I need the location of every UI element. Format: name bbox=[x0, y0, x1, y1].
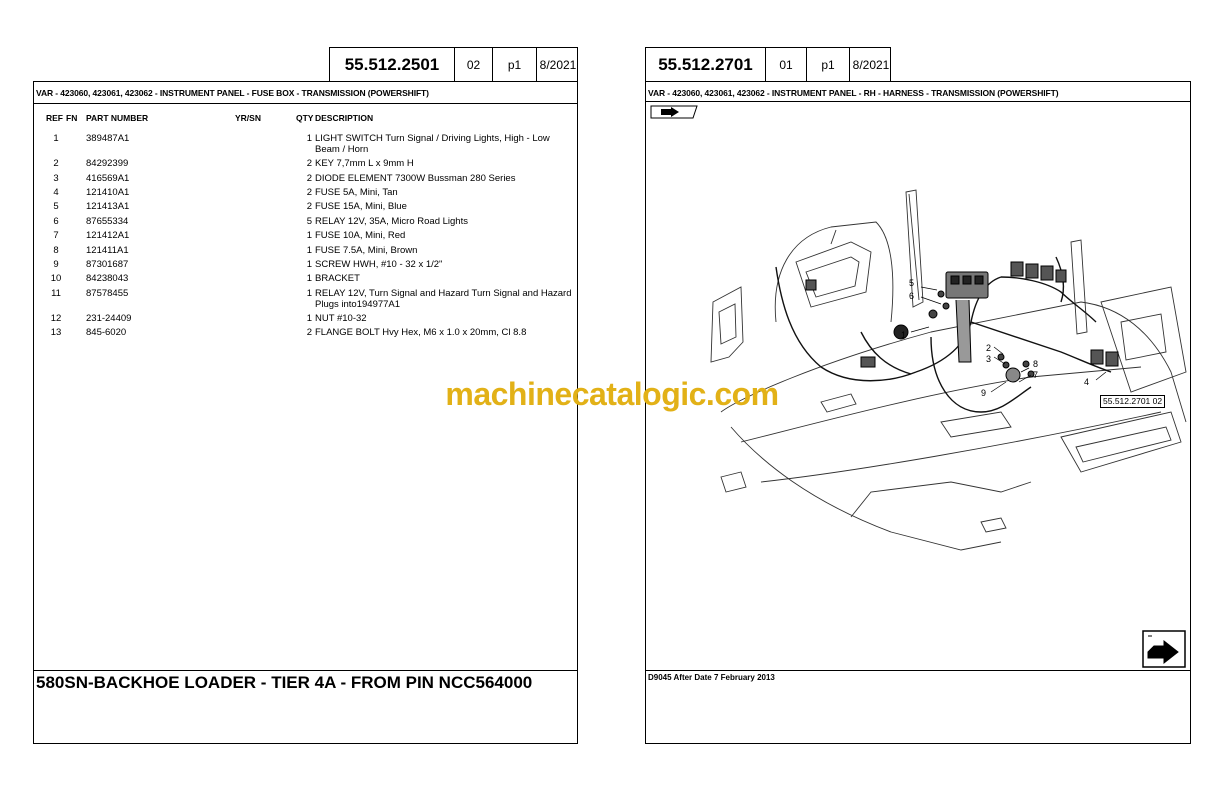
row-ref: 1 bbox=[53, 133, 59, 144]
row-part-number: 121413A1 bbox=[86, 201, 130, 212]
row-ref: 8 bbox=[53, 245, 59, 256]
row-description: BRACKET bbox=[315, 273, 360, 284]
left-header-bar bbox=[329, 47, 578, 82]
row-part-number: 121411A1 bbox=[86, 245, 129, 256]
row-part-number: 87655334 bbox=[86, 216, 129, 227]
row-part-number: 87301687 bbox=[86, 259, 129, 270]
model-title: 580SN-BACKHOE LOADER - TIER 4A - FROM PIN NCC564000 bbox=[36, 673, 533, 692]
callout-1: 1 bbox=[901, 330, 907, 340]
footer-divider bbox=[646, 670, 1190, 671]
row-qty: 1 bbox=[306, 273, 312, 284]
watermark: machinecatalogic.com bbox=[445, 376, 779, 412]
callout-7: 7 bbox=[1033, 370, 1039, 380]
subtitle-divider bbox=[34, 103, 577, 104]
right-page-date: 8/2021 bbox=[849, 48, 892, 81]
row-part-number: 84238043 bbox=[86, 273, 129, 284]
row-qty: 1 bbox=[306, 313, 312, 324]
right-page-revision: 01 bbox=[765, 48, 806, 81]
row-part-number: 121412A1 bbox=[86, 230, 130, 241]
row-description: FUSE 15A, Mini, Blue bbox=[315, 201, 407, 212]
row-description: RELAY 12V, Turn Signal and Hazard Turn Signal and Hazard Plugs into194977A1 bbox=[315, 288, 572, 310]
row-ref: 5 bbox=[53, 201, 59, 212]
col-fn: FN bbox=[66, 113, 78, 123]
right-header-bar bbox=[645, 47, 891, 82]
row-ref: 13 bbox=[50, 327, 62, 338]
row-description: FUSE 7.5A, Mini, Brown bbox=[315, 245, 418, 256]
row-description: DIODE ELEMENT 7300W Bussman 280 Series bbox=[315, 173, 516, 184]
col-qty: QTY bbox=[296, 113, 314, 123]
row-part-number: 231-24409 bbox=[86, 313, 132, 324]
subtitle-divider bbox=[646, 101, 1190, 102]
col-part-number: PART NUMBER bbox=[86, 113, 149, 123]
callout-6: 6 bbox=[909, 291, 915, 301]
row-description: FUSE 5A, Mini, Tan bbox=[315, 187, 398, 198]
callout-8: 8 bbox=[1033, 359, 1039, 369]
left-page-number: p1 bbox=[492, 48, 536, 81]
callout-2: 2 bbox=[986, 343, 992, 353]
row-qty: 2 bbox=[306, 327, 312, 338]
left-page-date: 8/2021 bbox=[536, 48, 579, 81]
row-description: SCREW HWH, #10 - 32 x 1/2" bbox=[315, 259, 443, 270]
right-page-subtitle: VAR - 423060, 423061, 423062 - INSTRUMENT PANEL - RH - HARNESS - TRANSMISSION (POWERSHIFT) bbox=[648, 88, 1059, 98]
row-ref: 10 bbox=[50, 273, 62, 284]
callout-3: 3 bbox=[986, 354, 992, 364]
row-description: KEY 7,7mm L x 9mm H bbox=[315, 158, 414, 169]
row-ref: 7 bbox=[53, 230, 59, 241]
row-description: FLANGE BOLT Hvy Hex, M6 x 1.0 x 20mm, Cl 8.8 bbox=[315, 327, 527, 338]
left-page-code: 55.512.2501 bbox=[344, 54, 440, 74]
sub-reference-label: 55.512.2701 02 bbox=[1100, 395, 1165, 408]
row-qty: 1 bbox=[306, 245, 312, 256]
row-description: LIGHT SWITCH Turn Signal / Driving Lights, High - Low Beam / Horn bbox=[315, 133, 550, 155]
row-qty: 2 bbox=[306, 173, 312, 184]
next-page-arrow-icon[interactable] bbox=[1142, 630, 1186, 668]
row-ref: 12 bbox=[50, 313, 62, 324]
row-ref: 4 bbox=[53, 187, 59, 198]
row-ref: 11 bbox=[51, 288, 61, 299]
row-ref: 3 bbox=[53, 173, 59, 184]
row-qty: 5 bbox=[306, 216, 312, 227]
col-yr-sn: YR/SN bbox=[235, 113, 261, 123]
row-qty: 1 bbox=[306, 230, 312, 241]
row-qty: 1 bbox=[306, 288, 312, 299]
col-ref: REF bbox=[46, 113, 63, 123]
col-description: DESCRIPTION bbox=[315, 113, 374, 123]
row-part-number: 416569A1 bbox=[86, 173, 130, 184]
row-qty: 2 bbox=[306, 201, 312, 212]
row-part-number: 84292399 bbox=[86, 158, 129, 169]
row-ref: 9 bbox=[53, 259, 59, 270]
row-qty: 1 bbox=[306, 133, 312, 144]
row-part-number: 87578455 bbox=[86, 288, 129, 299]
row-qty: 2 bbox=[306, 187, 312, 198]
left-page-subtitle: VAR - 423060, 423061, 423062 - INSTRUMENT PANEL - FUSE BOX - TRANSMISSION (POWERSHIFT) bbox=[36, 88, 429, 98]
callout-9: 9 bbox=[981, 388, 987, 398]
row-part-number: 121410A1 bbox=[86, 187, 130, 198]
row-ref: 2 bbox=[53, 158, 59, 169]
flag-arrow-icon bbox=[649, 105, 699, 119]
row-ref: 6 bbox=[53, 216, 59, 227]
row-part-number: 389487A1 bbox=[86, 133, 130, 144]
row-description: NUT #10-32 bbox=[315, 313, 367, 324]
footer-divider bbox=[34, 670, 577, 671]
date-note: D9045 After Date 7 February 2013 bbox=[648, 673, 775, 682]
harness-exploded-diagram bbox=[701, 182, 1191, 562]
callout-4: 4 bbox=[1084, 377, 1090, 387]
row-description: RELAY 12V, 35A, Micro Road Lights bbox=[315, 216, 468, 227]
left-page-revision: 02 bbox=[454, 48, 492, 81]
callout-5: 5 bbox=[909, 278, 915, 288]
row-description: FUSE 10A, Mini, Red bbox=[315, 230, 406, 241]
right-page-number: p1 bbox=[806, 48, 849, 81]
row-qty: 1 bbox=[306, 259, 312, 270]
row-part-number: 845-6020 bbox=[86, 327, 127, 338]
right-page-code: 55.512.2701 bbox=[658, 54, 753, 74]
row-qty: 2 bbox=[306, 158, 312, 169]
